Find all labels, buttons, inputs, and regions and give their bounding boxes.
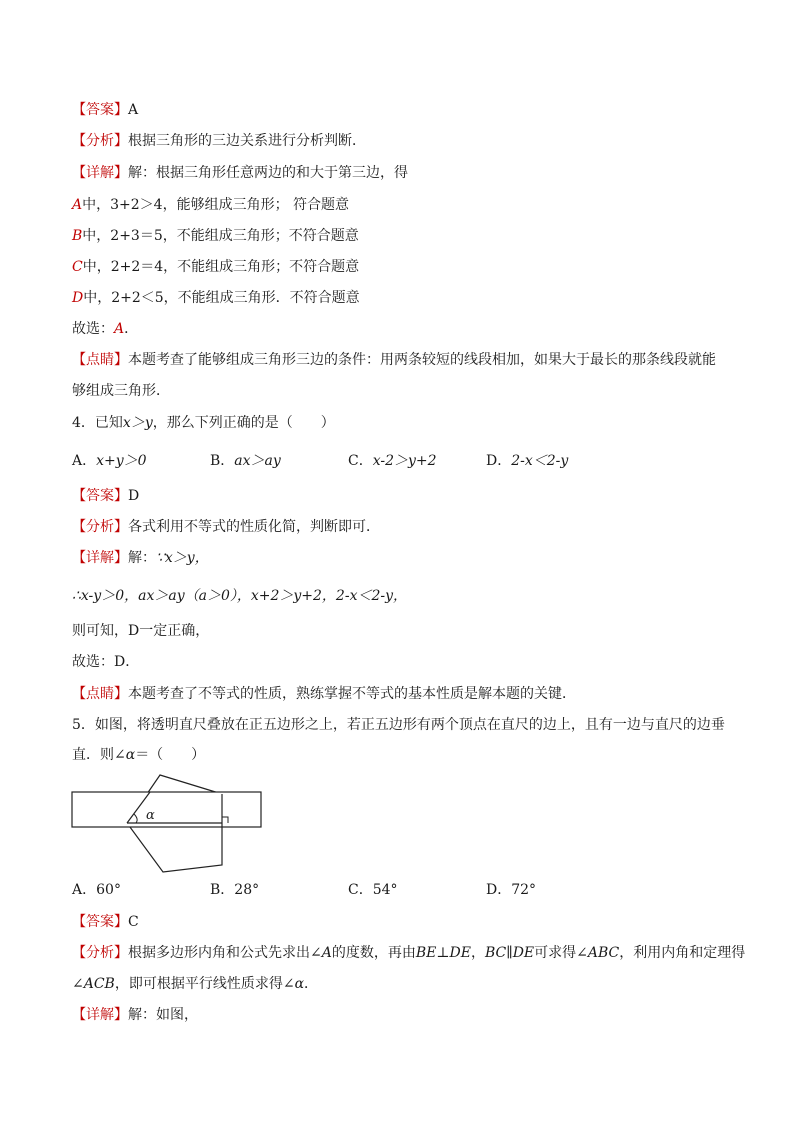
q4-option-d xyxy=(486,452,568,470)
answer-tag: 【答案】 xyxy=(72,914,128,930)
angle-a: ∠A xyxy=(310,945,332,961)
choose-suffix: ． xyxy=(124,321,139,337)
q3-case-a xyxy=(72,196,349,214)
q5-option-a xyxy=(72,881,121,899)
option-expr: x+y＞0 xyxy=(96,453,147,469)
q4-derive-line xyxy=(72,587,407,605)
comment-tag: 【点睛】 xyxy=(72,352,128,368)
option-label: D． xyxy=(486,882,512,898)
choose-value: A xyxy=(114,321,125,337)
option-label: C． xyxy=(348,882,373,898)
q3-comment-line2 xyxy=(72,382,170,400)
comment-text-continued: 够组成三角形． xyxy=(72,383,170,399)
angle-acb: ∠ACB xyxy=(72,976,115,992)
parallel-expr: BC∥DE xyxy=(484,945,535,961)
analysis-text: 根据多边形内角和公式先求出 xyxy=(128,945,310,961)
analysis-text: ，即可根据平行线性质求得 xyxy=(114,976,283,992)
q4-analysis-line xyxy=(72,518,380,536)
analysis-tag: 【分析】 xyxy=(72,519,128,535)
answer-value: D xyxy=(128,488,140,504)
detail-expr: ∵x＞y， xyxy=(156,550,209,566)
q5-stem-prefix: 直．则 xyxy=(72,747,114,763)
q5-stem-suffix: ＝（ ） xyxy=(135,747,206,763)
case-letter: A xyxy=(72,197,83,213)
analysis-period: ． xyxy=(304,976,319,992)
q5-stem-angle: ∠α xyxy=(114,747,136,763)
option-label: A． xyxy=(72,453,97,469)
detail-text: 解：如图， xyxy=(128,1007,198,1023)
q5-stem-text: 5．如图，将透明直尺叠放在正五边形之上，若正五边形有两个顶点在直尺的边上，且有一边与直尺的边垂 xyxy=(72,717,725,733)
q4-option-a xyxy=(72,452,147,470)
q4-answer-line xyxy=(72,487,139,505)
q5-option-b xyxy=(210,881,259,899)
detail-prefix: 解： xyxy=(128,550,156,566)
case-letter: C xyxy=(72,259,83,275)
q5-option-d xyxy=(486,881,536,899)
choose-text: 故选：D． xyxy=(72,654,140,670)
q5-analysis-line1 xyxy=(72,944,745,962)
angle-alpha-label: α xyxy=(146,808,155,823)
q3-case-d xyxy=(72,289,360,307)
analysis-comma: ， xyxy=(470,945,485,961)
case-text: 中，2+2＝4，不能组成三角形；不符合题意 xyxy=(82,259,360,275)
case-text: 中，3+2＞4，能够组成三角形； 符合题意 xyxy=(82,197,350,213)
q5-option-c xyxy=(348,881,398,899)
option-label: B． xyxy=(210,453,235,469)
analysis-text: 的度数，再由 xyxy=(331,945,416,961)
perpendicular-expr: BE⊥DE xyxy=(415,945,471,961)
option-label: D． xyxy=(486,453,512,469)
answer-tag: 【答案】 xyxy=(72,102,128,118)
q4-comment-line xyxy=(72,685,576,703)
detail-tag: 【详解】 xyxy=(72,1007,128,1023)
q4-choose-line xyxy=(72,653,139,671)
case-text: 中，2+3＝5，不能组成三角形；不符合题意 xyxy=(82,228,359,244)
analysis-tag: 【分析】 xyxy=(72,133,128,149)
comment-text: 本题考查了能够组成三角形三边的条件：用两条较短的线段相加，如果大于最长的那条线段就能 xyxy=(128,352,716,368)
angle-alpha: ∠α xyxy=(282,976,305,992)
q5-answer-line xyxy=(72,913,139,931)
q3-detail-line xyxy=(72,164,408,182)
option-expr: 2-x＜2-y xyxy=(511,453,569,469)
option-label: C． xyxy=(348,453,373,469)
q3-choose-line xyxy=(72,320,138,338)
q4-option-b xyxy=(210,452,281,470)
pentagon-ruler-figure xyxy=(70,775,270,875)
option-label: B． xyxy=(210,882,235,898)
q3-case-b xyxy=(72,227,359,245)
comment-tag: 【点睛】 xyxy=(72,686,128,702)
q4-stem-suffix: ，那么下列正确的是（ ） xyxy=(152,415,335,431)
analysis-text: 根据三角形的三边关系进行分析判断． xyxy=(128,133,366,149)
q3-case-c xyxy=(72,258,359,276)
conclude-text: 则可知，D一定正确， xyxy=(72,623,210,639)
q3-analysis-line xyxy=(72,132,366,150)
answer-value: A xyxy=(128,102,139,118)
q4-conclude-line xyxy=(72,622,209,640)
answer-tag: 【答案】 xyxy=(72,488,128,504)
q4-stem-expr: x＞y xyxy=(122,415,153,431)
answer-value: C xyxy=(128,914,139,930)
q4-detail-line xyxy=(72,549,209,567)
angle-abc: ∠ABC xyxy=(576,945,620,961)
q5-stem-line1 xyxy=(72,716,725,734)
option-label: A． xyxy=(72,882,97,898)
q4-stem xyxy=(72,414,335,432)
comment-text: 本题考查了不等式的性质，熟练掌握不等式的基本性质是解本题的关键． xyxy=(128,686,576,702)
q5-detail-line xyxy=(72,1006,198,1024)
derive-text: ∴x-y＞0，ax＞ay（a＞0），x+2＞y+2，2-x＜2-y， xyxy=(72,588,408,604)
detail-text: 解：根据三角形任意两边的和大于第三边，得 xyxy=(128,165,408,181)
analysis-text: 可求得 xyxy=(534,945,577,961)
q5-stem-line2 xyxy=(72,746,205,764)
case-letter: D xyxy=(72,290,84,306)
detail-tag: 【详解】 xyxy=(72,550,128,566)
option-value: 60° xyxy=(96,882,121,898)
analysis-text: ，利用内角和定理得 xyxy=(619,945,746,961)
q4-stem-prefix: 4．已知 xyxy=(72,415,123,431)
option-value: 28° xyxy=(234,882,260,898)
option-value: 54° xyxy=(372,882,398,898)
case-text: 中，2+2＜5，不能组成三角形．不符合题意 xyxy=(83,290,360,306)
q3-answer-line xyxy=(72,101,138,119)
option-expr: x-2＞y+2 xyxy=(372,453,437,469)
choose-prefix: 故选： xyxy=(72,321,114,337)
q5-analysis-line2 xyxy=(72,975,318,993)
option-value: 72° xyxy=(511,882,537,898)
analysis-text: 各式利用不等式的性质化简，判断即可． xyxy=(128,519,380,535)
q3-comment-line1 xyxy=(72,351,716,369)
case-letter: B xyxy=(72,228,83,244)
q4-option-c xyxy=(348,452,437,470)
ruler-shape xyxy=(72,792,261,827)
detail-tag: 【详解】 xyxy=(72,165,128,181)
option-expr: ax＞ay xyxy=(234,453,281,469)
analysis-tag: 【分析】 xyxy=(72,945,128,961)
